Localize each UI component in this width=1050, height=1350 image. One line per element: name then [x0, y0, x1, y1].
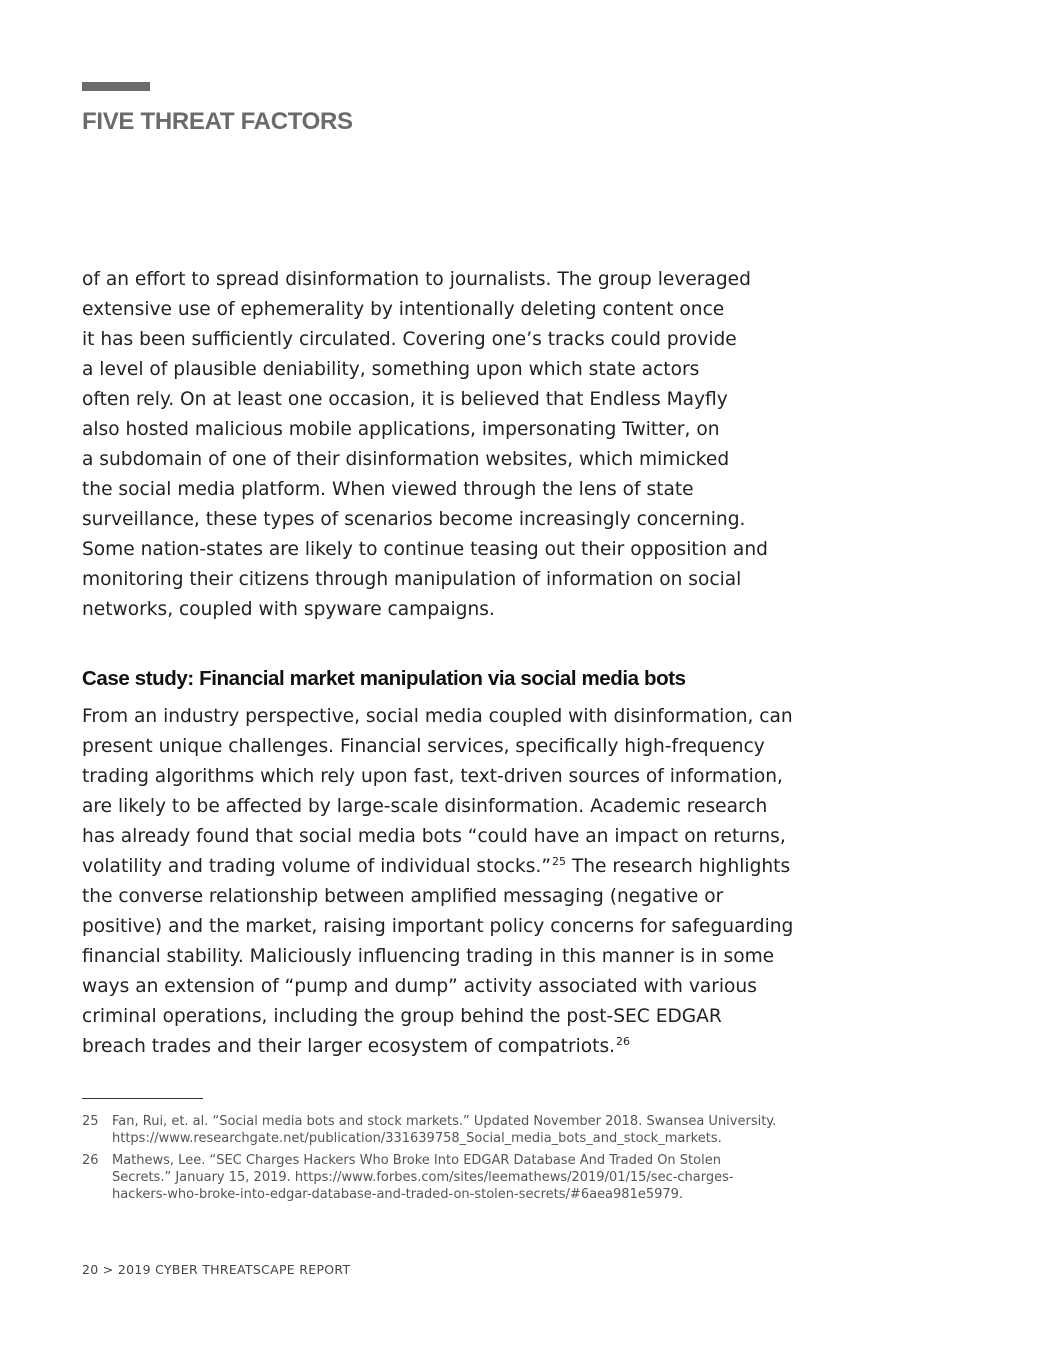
footnote-link[interactable]: Secrets.” January 15, 2019. https://www.forbes.com/sites/leemathews/2019/01/15/sec-charges- [112, 1170, 734, 1185]
paragraph-line: has already found that social media bots “could have an impact on returns, [82, 826, 786, 847]
paragraph-line: are likely to be affected by large-scale disinformation. Academic research [82, 796, 768, 817]
paragraph-line: From an industry perspective, social media coupled with disinformation, can [82, 706, 793, 727]
footnote-26 [82, 1152, 852, 1203]
footer-separator: > [102, 1262, 114, 1277]
paragraph-line: Some nation-states are likely to continue teasing out their opposition and [82, 539, 768, 560]
line-text: volatility and trading volume of individual stocks.” [82, 856, 551, 877]
page-number: 20 [82, 1262, 99, 1277]
footnotes [82, 1113, 852, 1208]
case-study-heading: Case study: Financial market manipulation via social media bots [82, 667, 686, 690]
paragraph-line: the social media platform. When viewed through the lens of state [82, 479, 694, 500]
line-text: The research highlights [565, 856, 791, 877]
footnote-link[interactable]: https://www.researchgate.net/publication/331639758_Social_media_bots_and_stock_markets. [112, 1131, 722, 1146]
paragraph-line: ways an extension of “pump and dump” activity associated with various [82, 976, 757, 997]
intro-paragraph [82, 265, 842, 625]
paragraph-line: monitoring their citizens through manipulation of information on social [82, 569, 742, 590]
paragraph-line: financial stability. Maliciously influencing trading in this manner is in some [82, 946, 775, 967]
report-title: 2019 CYBER THREATSCAPE REPORT [117, 1262, 351, 1277]
footnote-line: Fan, Rui, et. al. “Social media bots and stock markets.” Updated November 2018. Swansea University. [112, 1114, 777, 1129]
footnote-text [112, 1152, 734, 1203]
paragraph-line [82, 852, 842, 882]
paragraph-line: positive) and the market, raising important policy concerns for safeguarding [82, 916, 794, 937]
line-text: breach trades and their larger ecosystem of compatriots. [82, 1036, 616, 1057]
page-footer [82, 1262, 350, 1277]
paragraph-line: often rely. On at least one occasion, it is believed that Endless Mayfly [82, 389, 728, 410]
paragraph-line: present unique challenges. Financial services, specifically high-frequency [82, 736, 765, 757]
paragraph-line: networks, coupled with spyware campaigns. [82, 599, 495, 620]
footnote-line: Mathews, Lee. “SEC Charges Hackers Who Broke Into EDGAR Database And Traded On Stolen [112, 1153, 721, 1168]
footnote-ref-26[interactable]: 26 [616, 1035, 631, 1048]
footnote-number: 25 [82, 1114, 99, 1129]
footnote-number: 26 [82, 1153, 99, 1168]
footnote-25 [82, 1113, 852, 1147]
paragraph-line: surveillance, these types of scenarios become increasingly concerning. [82, 509, 746, 530]
paragraph-line: of an effort to spread disinformation to journalists. The group leveraged [82, 269, 751, 290]
paragraph-line: also hosted malicious mobile applications, impersonating Twitter, on [82, 419, 720, 440]
paragraph-line: a level of plausible deniability, something upon which state actors [82, 359, 700, 380]
paragraph-line: trading algorithms which rely upon fast, text-driven sources of information, [82, 766, 783, 787]
footnote-link[interactable]: hackers-who-broke-into-edgar-database-and-traded-on-stolen-secrets/#6aea981e5979. [112, 1187, 684, 1202]
paragraph-line: extensive use of ephemerality by intentionally deleting content once [82, 299, 725, 320]
footnote-divider [82, 1098, 203, 1099]
case-study-paragraph [82, 702, 842, 1062]
section-title: FIVE THREAT FACTORS [82, 108, 353, 135]
paragraph-line: the converse relationship between amplified messaging (negative or [82, 886, 724, 907]
paragraph-line: criminal operations, including the group behind the post-SEC EDGAR [82, 1006, 722, 1027]
paragraph-line [82, 1032, 842, 1062]
footnote-ref-25[interactable]: 25 [551, 855, 566, 868]
paragraph-line: it has been sufficiently circulated. Covering one’s tracks could provide [82, 329, 737, 350]
section-accent-bar [82, 82, 150, 91]
footnote-text [112, 1113, 776, 1147]
paragraph-line: a subdomain of one of their disinformation websites, which mimicked [82, 449, 730, 470]
